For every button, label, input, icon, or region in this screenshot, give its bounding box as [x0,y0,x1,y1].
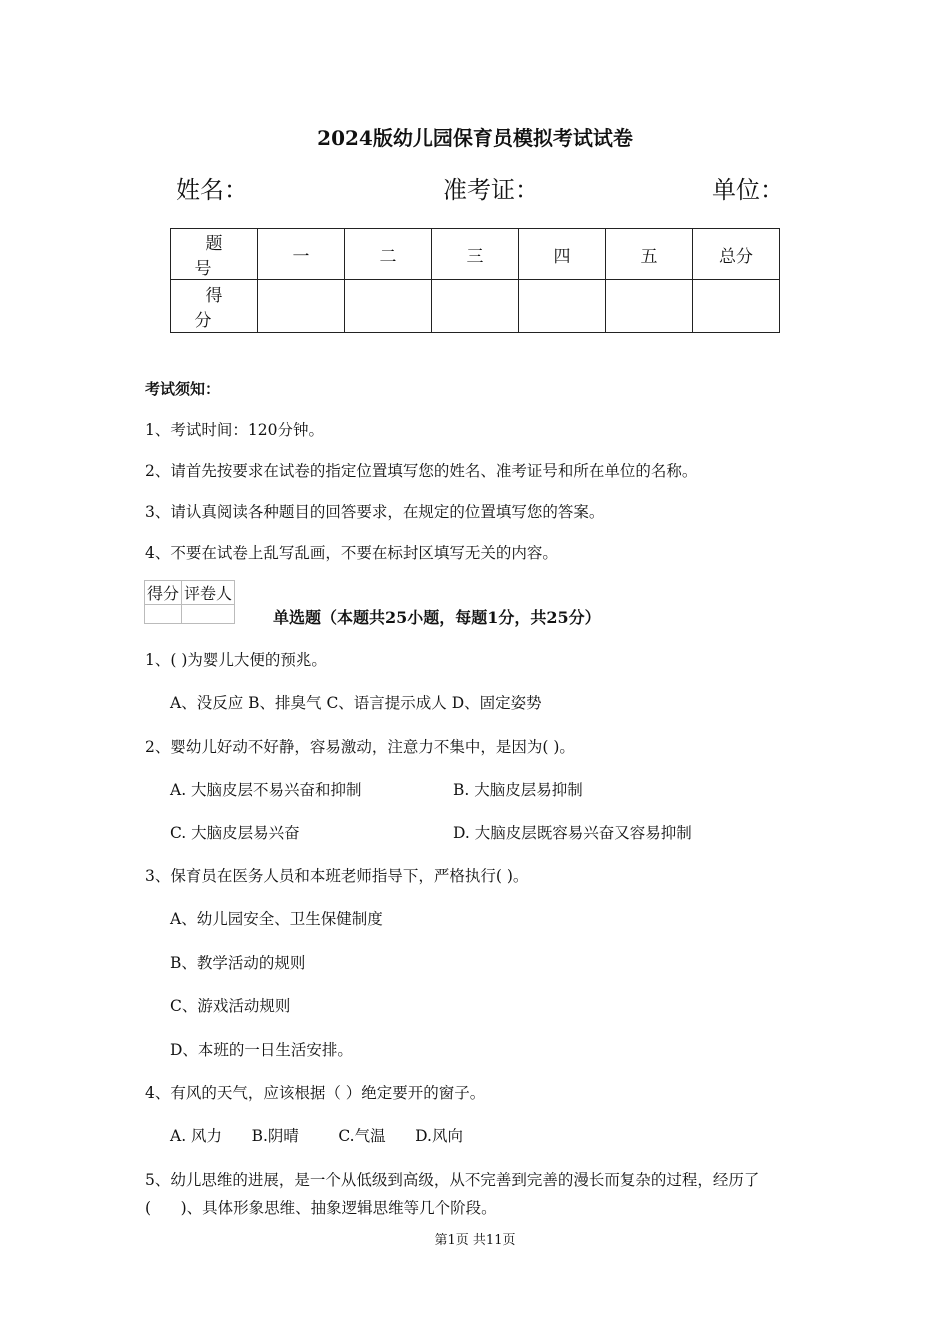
score-table [170,228,780,333]
score-table-cell: 三 [432,229,519,280]
question-stem: 5、幼儿思维的进展，是一个从低级到高级，从不完善到完善的漫长而复杂的过程，经历了 [145,1171,760,1189]
score-table-cell: 得分 [171,280,258,333]
score-table-header-row [171,229,780,280]
question-stem-continued: ( )、具体形象思维、抽象逻辑思维等几个阶段。 [145,1199,497,1217]
notice-item: 1、考试时间：120分钟。 [145,421,324,439]
score-input-cell[interactable] [693,280,780,333]
name-field-label: 姓名： [176,176,248,204]
question-option: D. 大脑皮层既容易兴奋又容易抑制 [453,824,692,842]
score-table-cell: 一 [258,229,345,280]
notice-item: 3、请认真阅读各种题目的回答要求，在规定的位置填写您的答案。 [145,503,605,521]
grader-box [144,580,235,624]
question-stem: 3、保育员在医务人员和本班老师指导下，严格执行( )。 [145,867,529,885]
question-option: A. 大脑皮层不易兴奋和抑制 [170,781,362,799]
score-table-cell: 二 [345,229,432,280]
section-title: 单选题（本题共25小题，每题1分，共25分） [273,608,601,627]
notice-item: 4、不要在试卷上乱写乱画，不要在标封区填写无关的内容。 [145,544,558,562]
page-footer: 第1页 共11页 [434,1233,516,1248]
unit-field-label: 单位： [712,176,784,204]
score-input-cell[interactable] [519,280,606,333]
question-option: B、教学活动的规则 [170,954,306,972]
page-title: 2024版幼儿园保育员模拟考试试卷 [317,126,633,150]
question-stem: 1、( )为婴儿大便的预兆。 [145,651,327,669]
question-stem: 2、婴幼儿好动不好静，容易激动，注意力不集中，是因为( )。 [145,738,575,756]
notice-item: 2、请首先按要求在试卷的指定位置填写您的姓名、准考证号和所在单位的名称。 [145,462,698,480]
question-options: A、没反应 B、排臭气 C、语言提示成人 D、固定姿势 [170,694,542,712]
grader-score-input[interactable] [145,605,182,624]
score-input-cell[interactable] [258,280,345,333]
score-input-cell[interactable] [345,280,432,333]
score-table-score-row [171,280,780,333]
question-options: A. 风力 B.阴晴 C.气温 D.风向 [170,1127,463,1145]
ticket-field-label: 准考证： [443,176,539,204]
score-table-cell: 五 [606,229,693,280]
question-option: B. 大脑皮层易抑制 [453,781,583,799]
score-table-cell: 总分 [693,229,780,280]
notice-title: 考试须知： [145,380,221,398]
question-option: D、本班的一日生活安排。 [170,1041,353,1059]
question-option: C. 大脑皮层易兴奋 [170,824,300,842]
grader-score-label: 得分 [145,581,182,605]
score-table-cell: 题号 [171,229,258,280]
score-table-cell: 四 [519,229,606,280]
grader-name-label: 评卷人 [182,581,235,605]
grader-name-input[interactable] [182,605,235,624]
question-stem: 4、有风的天气，应该根据（ ）绝定要开的窗子。 [145,1084,486,1102]
question-option: C、游戏活动规则 [170,997,291,1015]
score-input-cell[interactable] [432,280,519,333]
score-input-cell[interactable] [606,280,693,333]
question-option: A、幼儿园安全、卫生保健制度 [170,910,383,928]
